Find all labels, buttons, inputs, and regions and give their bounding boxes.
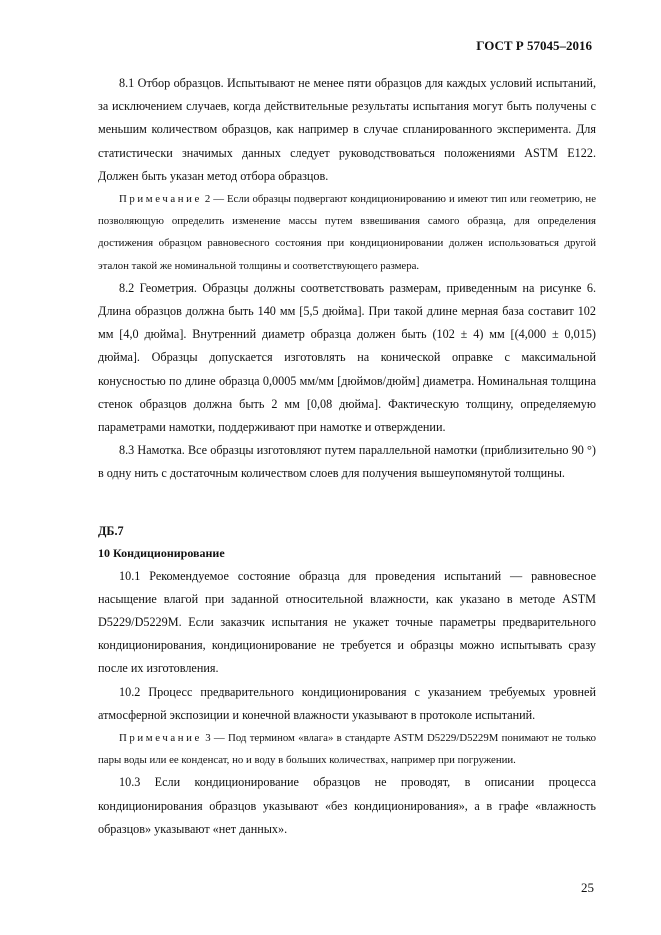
document-code-header: ГОСТ Р 57045–2016 — [476, 38, 592, 53]
page-body — [98, 72, 596, 841]
paragraph-10-1: 10.1 Рекомендуемое состояние образца для проведения испытаний — равновесное насыщение влагой при заданной относительной влажности, как указано в методе ASTM D5229/D5229M. Если заказчик испытания не укажет точные параметры предварительного кондиционирования, кондиционирование не требуется и образцы можно испытывать сразу после их изготовления. — [98, 568, 596, 676]
note-3-text: 3 — Под термином «влага» в стандарте ASTM D5229/D5229M понимают не только пары воды или ее конденсат, но и воду в больших количествах, например при погружении. — [98, 732, 596, 767]
paragraph-8-3: 8.3 Намотка. Все образцы изготовляют путем параллельной намотки (приблизительно 90 °) в одну нить с достаточным количеством слоев для получения вышеупомянутой толщины. — [98, 443, 596, 481]
paragraph-8-1: 8.1 Отбор образцов. Испытывают не менее пяти образцов для каждых условий испытаний, за исключением случаев, когда действительные результаты испытания могут быть получены с меньшим количеством образцов, как например в случае спланированного эксперимента. Для статистически значимых данных следует руководствоваться положениями ASTM E122. Должен быть указан метод отбора образцов. — [98, 76, 596, 183]
note-2-label: Примечание — [119, 193, 202, 206]
note-3 — [98, 727, 596, 771]
note-3-label: Примечание — [119, 732, 202, 745]
note-2 — [98, 188, 596, 277]
page-number: 25 — [581, 880, 594, 895]
paragraph-10-3: 10.3 Если кондиционирование образцов не проводят, в описании процесса кондиционирования образцов указывают «без кондиционирования», а в графе «влажность образцов» указывают «нет данных». — [98, 775, 596, 836]
note-2-text: 2 — Если образцы подвергают кондиционированию и имеют тип или геометрию, не позволяющую определить изменение массы путем взвешивания самого образца, для определения достижения образцом равновесного состояния при кондиционировании должен использоваться другой эталон такой же номинальной толщины и соответствующего размера. — [98, 193, 596, 272]
appendix-section-heading: ДБ.7 — [98, 523, 124, 538]
paragraph-10-2: 10.2 Процесс предварительного кондиционирования с указанием требуемых уровней атмосферной экспозиции и конечной влажности указывают в протоколе испытаний. — [98, 684, 596, 722]
paragraph-8-2: 8.2 Геометрия. Образцы должны соответствовать размерам, приведенным на рисунке 6. Длина образцов должна быть 140 мм [5,5 дюйма]. При такой длине мерная база составит 102 мм [4,0 дюйма]. Внутренний диаметр образца должен быть (102 ± 4) мм [(4,000 ± 0,015) дюйма]. Образцы допускается изготовлять на конической оправке с максимальной конусностью по длине образца 0,0005 мм/мм [дюймов/дюйм] диаметра. Номинальная толщина стенок образцов должна быть 2 мм [0,08 дюйма]. Фактическую толщину, определяемую параметрами намотки, поддерживают при намотке и отверждении. — [98, 280, 596, 435]
section-10-heading: 10 Кондиционирование — [98, 545, 225, 560]
